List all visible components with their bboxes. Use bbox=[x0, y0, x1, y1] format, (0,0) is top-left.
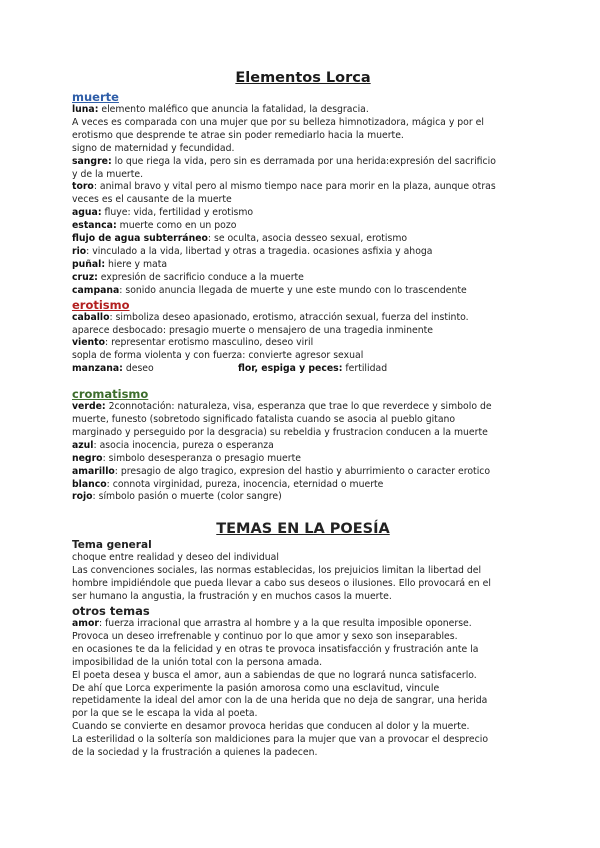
text-line: veces es el causante de la muerte bbox=[72, 194, 232, 206]
entry-toro bbox=[72, 181, 534, 194]
entry-luna bbox=[72, 104, 534, 117]
text-negro: : simbolo desesperanza o presagio muerte bbox=[102, 452, 301, 464]
text-amarillo: : presagio de algo tragico, expresion del hastio y aburrimiento o caracter erotico bbox=[114, 465, 491, 477]
entry-negro bbox=[72, 453, 534, 466]
text-estanca: muerte como en un pozo bbox=[116, 220, 237, 232]
term-luna: luna: bbox=[72, 104, 99, 115]
text-campana: : sonido anuncia llegada de muerte y une este mundo con lo trascendente bbox=[119, 284, 467, 296]
entry-flujo bbox=[72, 233, 534, 246]
entry-punal bbox=[72, 259, 534, 272]
text-line: erotismo que desprende te atrae sin poder remediarlo hacia la muerte. bbox=[72, 129, 404, 141]
text-rio: : vinculado a la vida, libertad y otras a tragedia. ocasiones asfixia y ahoga bbox=[86, 245, 433, 257]
text-line: Provoca un deseo irrefrenable y continuo por lo que amor y sexo son inseparables. bbox=[72, 630, 458, 642]
term-azul: azul bbox=[72, 439, 94, 451]
entry-manzana-flor bbox=[72, 363, 534, 376]
term-blanco: blanco bbox=[72, 478, 107, 490]
heading-cromatismo: cromatismo bbox=[72, 387, 149, 402]
term-verde: verde: bbox=[72, 401, 106, 413]
entry-blanco bbox=[72, 479, 534, 492]
text-punal: hiere y mata bbox=[105, 258, 168, 270]
term-manzana: manzana: bbox=[72, 363, 123, 375]
text-line: El poeta desea y busca el amor, aun a sabiendas de que no logrará nunca satisfacerlo. bbox=[72, 669, 477, 681]
text-line: Las convenciones sociales, las normas establecidas, los prejuicios limitan la libertad del bbox=[72, 565, 482, 577]
entry-viento bbox=[72, 337, 534, 350]
text-agua: fluye: vida, fertilidad y erotismo bbox=[101, 207, 254, 219]
document-page bbox=[72, 68, 534, 760]
entry-caballo bbox=[72, 312, 534, 325]
entry-agua bbox=[72, 207, 534, 220]
text-line: aparece desbocado: presagio muerte o mensajero de una tragedia inminente bbox=[72, 324, 434, 336]
text-viento: : representar erotismo masculino, deseo viril bbox=[105, 337, 314, 349]
term-estanca: estanca: bbox=[72, 220, 117, 232]
term-negro: negro bbox=[72, 452, 103, 464]
text-line: hombre impidiéndole que pueda llevar a cabo sus deseos o ilusiones. Ello provocará en el bbox=[72, 578, 491, 590]
text-line: por la que se le escapa la vida al poeta. bbox=[72, 708, 258, 720]
entry-campana bbox=[72, 285, 534, 298]
text-line: La esterilidad o la soltería son maldiciones para la mujer que van a provocar el desprecio bbox=[72, 734, 489, 746]
term-amor: amor bbox=[72, 618, 99, 629]
text-cruz: expresión de sacrificio conduce a la muerte bbox=[97, 271, 304, 283]
text-amor: : fuerza irracional que arrastra al hombre y a la que resulta imposible oponerse. bbox=[98, 618, 472, 629]
term-viento: viento bbox=[72, 337, 106, 349]
text-verde: 2connotación: naturaleza, visa, esperanza que trae lo que reverdece y simbolo de bbox=[105, 401, 492, 413]
text-flor: fertilidad bbox=[342, 363, 388, 375]
term-amarillo: amarillo bbox=[72, 465, 115, 477]
term-toro: toro bbox=[72, 181, 94, 193]
text-flujo: : se oculta, asocia desseo sexual, erotismo bbox=[207, 233, 408, 245]
document-title: Elementos Lorca bbox=[235, 70, 371, 86]
text-blanco: : connota virginidad, pureza, inocencia, eternidad o muerte bbox=[106, 478, 384, 490]
text-line: choque entre realidad y deseo del individual bbox=[72, 552, 279, 564]
term-flujo: flujo de agua subterráneo bbox=[72, 233, 208, 245]
text-line: A veces es comparada con una mujer que por su belleza himnotizadora, mágica y por el bbox=[72, 116, 484, 128]
term-punal: puñal: bbox=[72, 258, 106, 270]
text-toro: : animal bravo y vital pero al mismo tiempo nace para morir en la plaza, aunque otras bbox=[93, 181, 496, 193]
text-azul: : asocia inocencia, pureza o esperanza bbox=[93, 439, 274, 451]
text-line: muerte, funesto (sobretodo significado fatalista cuando se asocia al pueblo gitano bbox=[72, 414, 456, 426]
text-line: signo de maternidad y fecundidad. bbox=[72, 142, 235, 154]
text-line: en ocasiones te da la felicidad y en otras te provoca insatisfacción y frustración ante la bbox=[72, 643, 479, 655]
term-cruz: cruz: bbox=[72, 271, 98, 283]
entry-rio bbox=[72, 246, 534, 259]
entry-cruz bbox=[72, 272, 534, 285]
text-line: y de la muerte. bbox=[72, 168, 144, 180]
text-sangre: lo que riega la vida, pero sin es derramada por una herida:expresión del sacrificio bbox=[111, 155, 496, 167]
text-line: marginado y perseguido por la desgracia) su rebeldia y frustracion conducen a la muerte bbox=[72, 426, 488, 438]
text-manzana: deseo bbox=[122, 363, 154, 375]
text-line: ser humano la angustia, la frustración y en muchos casos la muerte. bbox=[72, 591, 392, 603]
text-line: imposibilidad de la unión total con la persona amada. bbox=[72, 656, 323, 668]
heading-otros-temas: otros temas bbox=[72, 604, 150, 618]
term-sangre: sangre: bbox=[72, 155, 112, 167]
term-flor: flor, espiga y peces: bbox=[238, 363, 343, 375]
entry-estanca bbox=[72, 220, 534, 233]
term-rojo: rojo bbox=[72, 491, 93, 503]
text-line: de la sociedad y la frustración a quienes la padecen. bbox=[72, 747, 318, 759]
entry-rojo bbox=[72, 491, 534, 504]
entry-amor bbox=[72, 618, 534, 631]
text-luna: elemento maléfico que anuncia la fatalidad, la desgracia. bbox=[98, 104, 369, 115]
term-agua: agua: bbox=[72, 207, 102, 219]
text-line: repetidamente la ideal del amor con la de una herida que no deja de sangrar, una herida bbox=[72, 695, 488, 707]
text-line: sopla de forma violenta y con fuerza: convierte agresor sexual bbox=[72, 350, 364, 362]
entry-sangre bbox=[72, 156, 534, 169]
term-caballo: caballo bbox=[72, 311, 110, 323]
term-campana: campana bbox=[72, 284, 120, 296]
entry-amarillo bbox=[72, 466, 534, 479]
text-line: Cuando se convierte en desamor provoca heridas que conducen al dolor y la muerte. bbox=[72, 721, 470, 733]
text-line: De ahí que Lorca experimente la pasión amorosa como una esclavitud, vincule bbox=[72, 682, 440, 694]
section-title-temas: TEMAS EN LA POESÍA bbox=[216, 521, 390, 538]
entry-azul bbox=[72, 440, 534, 453]
heading-erotismo: erotismo bbox=[72, 297, 130, 312]
term-rio: rio bbox=[72, 245, 87, 257]
entry-flor bbox=[238, 363, 387, 376]
heading-tema-general: Tema general bbox=[72, 539, 152, 552]
heading-muerte: muerte bbox=[72, 90, 119, 104]
text-caballo: : simboliza deseo apasionado, erotismo, atracción sexual, fuerza del instinto. bbox=[109, 311, 469, 323]
text-rojo: : símbolo pasión o muerte (color sangre) bbox=[92, 491, 282, 503]
entry-verde bbox=[72, 401, 534, 414]
